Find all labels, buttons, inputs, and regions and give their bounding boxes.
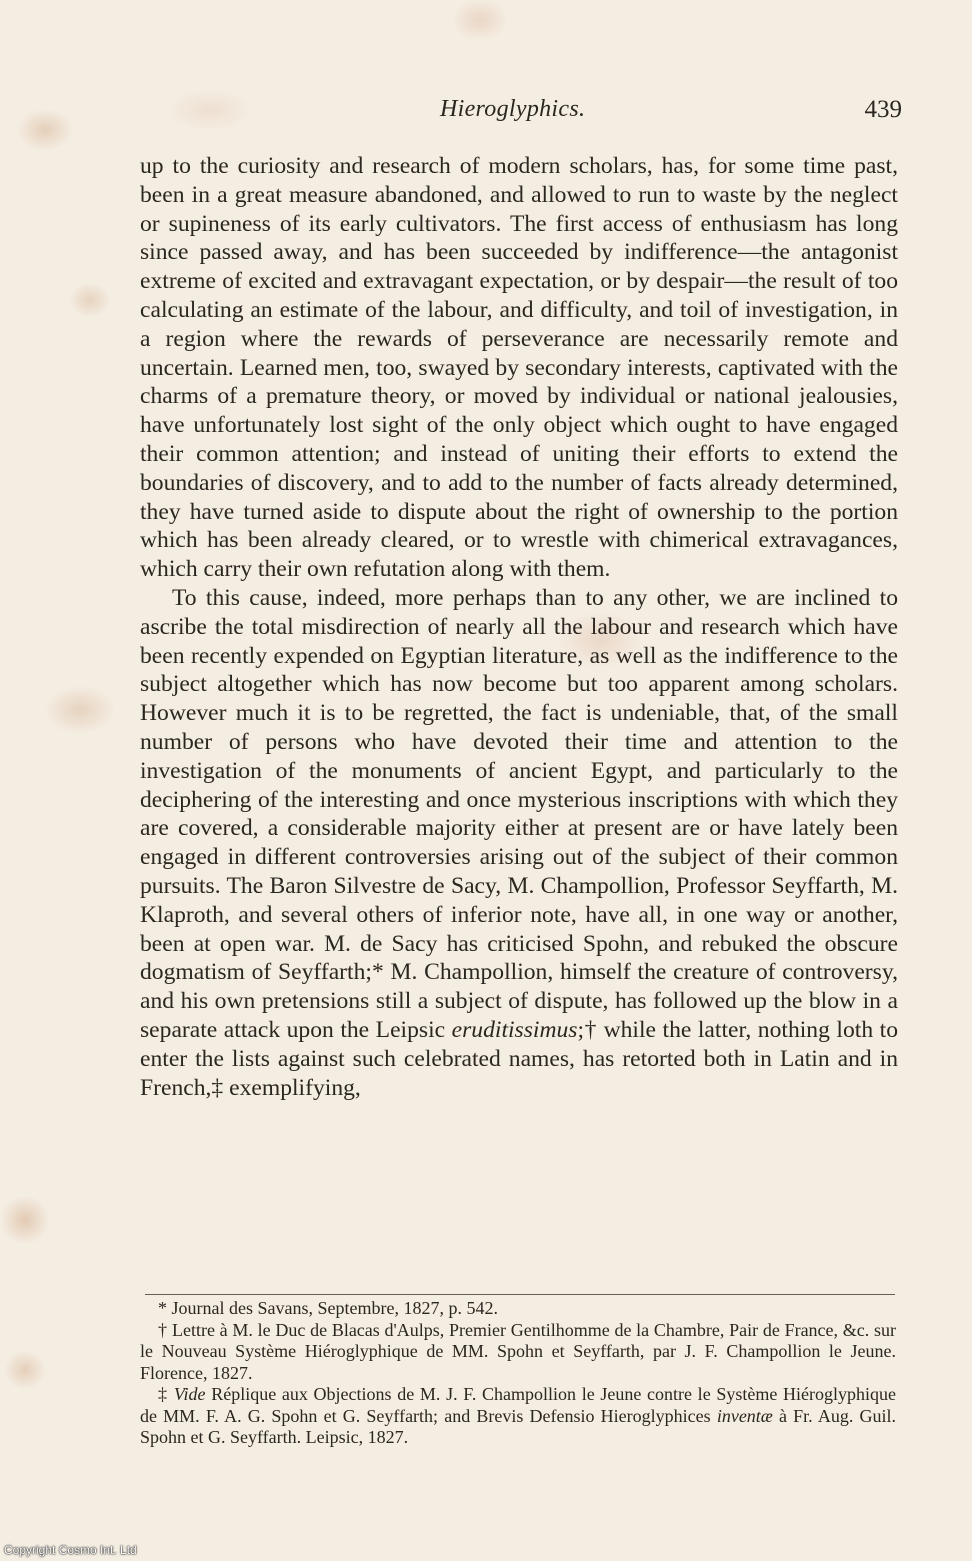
footnote-2: † Lettre à M. le Duc de Blacas d'Aulps, Premier Gentilhomme de la Chambre, Pair de France, &c. sur le Nouveau Système Hiéroglyphique de MM. Spohn et Seyffarth, par J. F. Champollion le Jeune. Florence, 1827. xyxy=(140,1319,896,1383)
footnotes xyxy=(140,1298,896,1449)
footnote-3 xyxy=(140,1384,896,1449)
paragraph-2-text-a: To this cause, indeed, more perhaps than to any other, we are inclined to ascribe the total misdirection of nearly all the labour and research which have been recently expended on Egyptian literature, as well as the indifference to the subject altogether which has now become but too apparent among scholars. However much it is to be regretted, the fact is undeniable, that, of the small number of persons who have devoted their time and attention to the investigation of the monuments of ancient Egypt, and particularly to the deciphering of the interesting and once mysterious inscriptions with which they are covered, a considerable majority either at present are or have lately been engaged in different controversies arising out of the subject of their common pursuits. The Baron Silvestre de Sacy, M. Champollion, Professor Seyffarth, M. Klaproth, and several others of inferior note, have all, in one way or another, been at open war. M. de Sacy has criticised Spohn, and rebuked the obscure dogmatism of Seyffarth;* M. Champollion, himself the creature of controversy, and his own pretensions still a subject of dispute, has followed up the blow in a separate attack upon the Leipsic xyxy=(140,584,898,1043)
page-header xyxy=(140,92,902,132)
footnote-3-text-a: Réplique aux Objections de M. J. F. Champollion le Jeune contre le Système Hiéroglyphique de MM. F. A. G. Spohn et G. Seyffarth; and Brevis Defensio Hieroglyphices xyxy=(140,1384,897,1426)
paragraph-2 xyxy=(140,584,898,1102)
running-title: Hieroglyphics. xyxy=(440,96,586,122)
footnote-1: * Journal des Savans, Septembre, 1827, p. 542. xyxy=(158,1298,498,1318)
footnote-3-mark: ‡ xyxy=(158,1384,174,1404)
footnote-3-inventae: inventæ xyxy=(716,1405,773,1426)
footnote-3-vide: Vide xyxy=(173,1384,206,1404)
footnote-divider xyxy=(145,1294,895,1295)
page-number: 439 xyxy=(864,96,902,123)
footnote-3-text-b: à Fr. Aug. Guil. Spohn et G. Seyffarth. Leipsic, 1827. xyxy=(140,1405,897,1447)
copyright-watermark: Copyright Cosmo Int. Ltd xyxy=(4,1543,137,1557)
paragraph-1: up to the curiosity and research of modern scholars, has, for some time past, been in a great measure abandoned, and allowed to run to waste by the neglect or supineness of its early cultivators. The first access of enthusiasm has long since passed away, and has been succeeded by indifference—the antagonist extreme of excited and extravagant expectation, or by despair—the result of too calculating an estimate of the labour, and difficulty, and toil of investigation, in a region where the rewards of perseverance are necessarily remote and uncertain. Learned men, too, swayed by secondary interests, captivated with the charms of a premature theory, or moved by individual or national jealousies, have unfortunately lost sight of the only object which ought to have engaged their common attention; and instead of uniting their efforts to extend the boundaries of discovery, and to add to the number of facts already determined, they have turned aside to dispute about the right of ownership to the portion which has been already cleared, or to wrestle with chimerical extravagances, which carry their own refutation along with them. xyxy=(140,153,898,583)
paragraph-2-text-b: ;† while the latter, nothing loth to enter the lists against such celebrated names, has retorted both in Latin and in French,‡ exemplifying, xyxy=(140,1016,898,1101)
paragraph-2-italic: eruditissimus xyxy=(451,1016,578,1043)
body-text xyxy=(140,152,898,1102)
